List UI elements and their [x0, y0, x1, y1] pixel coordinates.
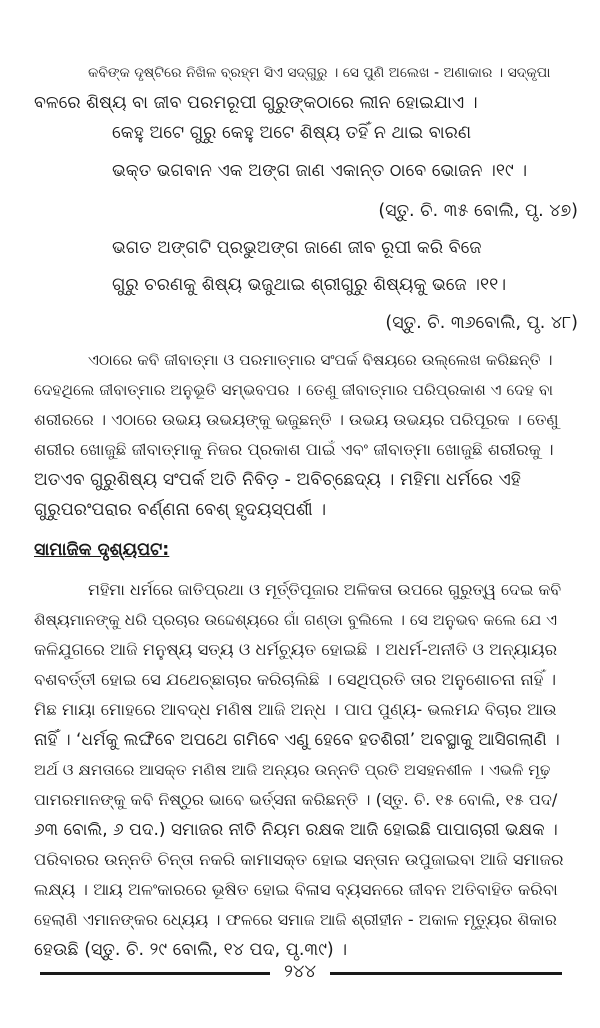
paragraph-line: ହେଉଛି (ସ୍ତୁ. ଚି. ୨୯ ବୋଲି, ୧୪ ପଦ, ପୃ.୩୯) । [34, 940, 348, 960]
paragraph-line: ଅର୍ଥ ଓ କ୍ଷମତାରେ ଆସକ୍ତ ମଣିଷ ଆଜି ଅନ୍ୟର ଉନ୍ନତି ପ୍ରତି ଅସହନଶୀଳ । ଏଭଳି ମୂଢ଼ [34, 761, 551, 779]
paragraph-line: ମିଛ ମାୟା ମୋହରେ ଆବଦ୍ଧ ମଣିଷ ଆଜି ଅନ୍ଧ । ପାପ ପୁଣ୍ୟ- ଭଲମନ୍ଦ ବିଚାର ଆଉ [34, 700, 557, 719]
paragraph-line: ନାହିଁ । ‘ଧର୍ମକୁ ଲଙ୍ଘିବେ ଅପଥେ ଗମିବେ ଏଣୁ ହେବେ ହତଶିରୀ’ ଅବସ୍ଥାକୁ ଆସିଗଲାଣି । [34, 730, 560, 750]
citation: (ସ୍ତୁ. ଚି. ୩୫ ବୋଲି, ପୃ. ୪୭) [378, 201, 578, 221]
paragraph-line: କଳିଯୁଗରେ ଆଜି ମନୁଷ୍ୟ ସତ୍ୟ ଓ ଧର୍ମଚ୍ୟୁତ ହୋଇଛି । ଅଧର୍ମ-ଅନୀତି ଓ ଅନ୍ୟାୟର [34, 640, 558, 659]
paragraph-line: ହେଲାଣି ଏମାନଙ୍କର ଧ୍ୟେୟ । ଫଳରେ ସମାଜ ଆଜି ଶ୍ରୀହୀନ - ଅକାଳ ମୃତ୍ୟୁର ଶିକାର [34, 910, 557, 929]
paragraph-line: ଶରୀର ଖୋଜୁଛି ଜୀବାତ୍ମାକୁ ନିଜର ପ୍ରକାଶ ପାଇଁ ଏବଂ ଜୀବାତ୍ମା ଖୋଜୁଛି ଶରୀରକୁ । [34, 440, 554, 459]
verse-line: ଭକ୍ତ ଭଗବାନ ଏକ ଅଙ୍ଗ ଜାଣ ଏକାନ୍ତ ଠାବେ ଭୋଜନ ।୧୯ । [112, 161, 528, 181]
page-number: ୨୪୪ [283, 961, 317, 982]
footer-rule-left [40, 972, 270, 975]
intro-line: ବଳରେ ଶିଷ୍ୟ ବା ଜୀବ ପରମରୂପୀ ଗୁରୁଙ୍କଠାରେ ଲୀନ ହୋଇଯାଏ । [34, 93, 478, 113]
section-heading: ସାମାଜିକ ଦୃଶ୍ୟପଟ: [34, 540, 170, 560]
paragraph-line: ଦେହଥିଲେ ଜୀବାତ୍ମାର ଅନୁଭୂତି ସମ୍ଭବପର । ତେଣୁ ଜୀବାତ୍ମାର ପରିପ୍ରକାଶ ଏ ଦେହ ବା [34, 381, 553, 399]
verse-line: ଭଗତ ଅଙ୍ଗଟି ପ୍ରଭୁଅଙ୍ଗ ଜାଣେ ଜୀବ ରୂପୀ କରି ବିଜେ [112, 238, 482, 258]
paragraph-line: ୬୩ ବୋଲି, ୬ ପଦ.) ସମାଜର ନୀତି ନିୟମ ରକ୍ଷକ ଆଜି ହୋଇଛି ପାପାଚାରୀ ଭକ୍ଷକ । [34, 820, 558, 840]
intro-line: କବିଙ୍କ ଦୃଷ୍ଟିରେ ନିଖିଳ ବ୍ରହ୍ମ ସିଏ ସଦ୍‌ଗୁରୁ । ସେ ପୁଣି ଅଲେଖ - ଅଣାକାର । ସଦ୍‌କୃପା [88, 65, 551, 81]
verse-line: କେହୁ ଅଟେ ଗୁରୁ କେହୁ ଅଟେ ଶିଷ୍ୟ ତହିଁ ନ ଥାଇ ବାରଣ [112, 123, 472, 143]
paragraph-line: ଅତଏବ ଗୁରୁଶିଷ୍ୟ ସଂପର୍କ ଅତି ନିବିଡ଼ - ଅବିଚ୍ଛେଦ୍ୟ । ମହିମା ଧର୍ମରେ ଏହି [34, 470, 521, 490]
page-footer [0, 957, 600, 987]
paragraph-line: ଗୁରୁପରଂପରାର ବର୍ଣ୍ଣନା ବେଶ୍ ହୃଦୟସ୍ପର୍ଶୀ । [34, 500, 327, 520]
paragraph-line: ମହିମା ଧର୍ମରେ ଜାତିପ୍ରଥା ଓ ମୂର୍ତ୍ତିପୂଜାର ଅଳିକତା ଉପରେ ଗୁରୁତ୍ୱ ଦେଇ କବି [88, 580, 562, 599]
paragraph-line: ଶିଷ୍ୟମାନଙ୍କୁ ଧରି ପ୍ରଚାର ଉଦ୍ଦେଶ୍ୟରେ ଗାଁ ଗଣ୍ଡା ବୁଲିଲେ । ସେ ଅନୁଭବ କଲେ ଯେ ଏ [34, 611, 558, 629]
footer-rule-right [330, 972, 562, 975]
paragraph-line: ଲକ୍ଷ୍ୟ । ଆୟ ଅଳଂକାରରେ ଭୂଷିତ ହୋଇ ବିଳାସ ବ୍ୟସନରେ ଜୀବନ ଅତିବାହିତ କରିବା [34, 880, 558, 899]
paragraph-line: ଏଠାରେ କବି ଜୀବାତ୍ମା ଓ ପରମାତ୍ମାର ସଂପର୍କ ବିଷୟରେ ଉଲ୍ଲେଖ କରିଛନ୍ତି । [88, 351, 553, 369]
citation: (ସ୍ତୁ. ଚି. ୩୬ବୋଲି, ପୃ. ୪୮) [385, 313, 578, 333]
paragraph-line: ଶରୀରରେ । ଏଠାରେ ଉଭୟ ଉଭୟଙ୍କୁ ଭଜୁଛନ୍ତି । ଉଭୟ ଉଭୟର ପରିପୂରକ । ତେଣୁ [34, 410, 559, 429]
paragraph-line: ପରିବାରର ଉନ୍ନତି ଚିନ୍ତା ନକରି କାମାସକ୍ତ ହୋଇ ସନ୍ତାନ ଉପୁଜାଇବା ଆଜି ସମାଜର [34, 850, 564, 869]
paragraph-line: ବଶବର୍ତ୍ତୀ ହୋଇ ସେ ଯଥେଚ୍ଛାଚାର କରିଚାଲିଛି । ସେଥିପ୍ରତି ତାର ଅନୁଶୋଚନା ନାହିଁ । [34, 670, 557, 689]
paragraph-line: ପାମରମାନଙ୍କୁ କବି ନିଷ୍ଠୁର ଭାବେ ଭର୍ତ୍ସନା କରିଛନ୍ତି । (ସ୍ତୁ. ଚି. ୧୫ ବୋଲି, ୧୫ ପଦ/ [34, 790, 558, 809]
verse-line: ଗୁରୁ ଚରଣକୁ ଶିଷ୍ୟ ଭଜୁଥାଇ ଶ୍ରୀଗୁରୁ ଶିଷ୍ୟକୁ ଭଜେ ।୧୧। [112, 275, 507, 295]
